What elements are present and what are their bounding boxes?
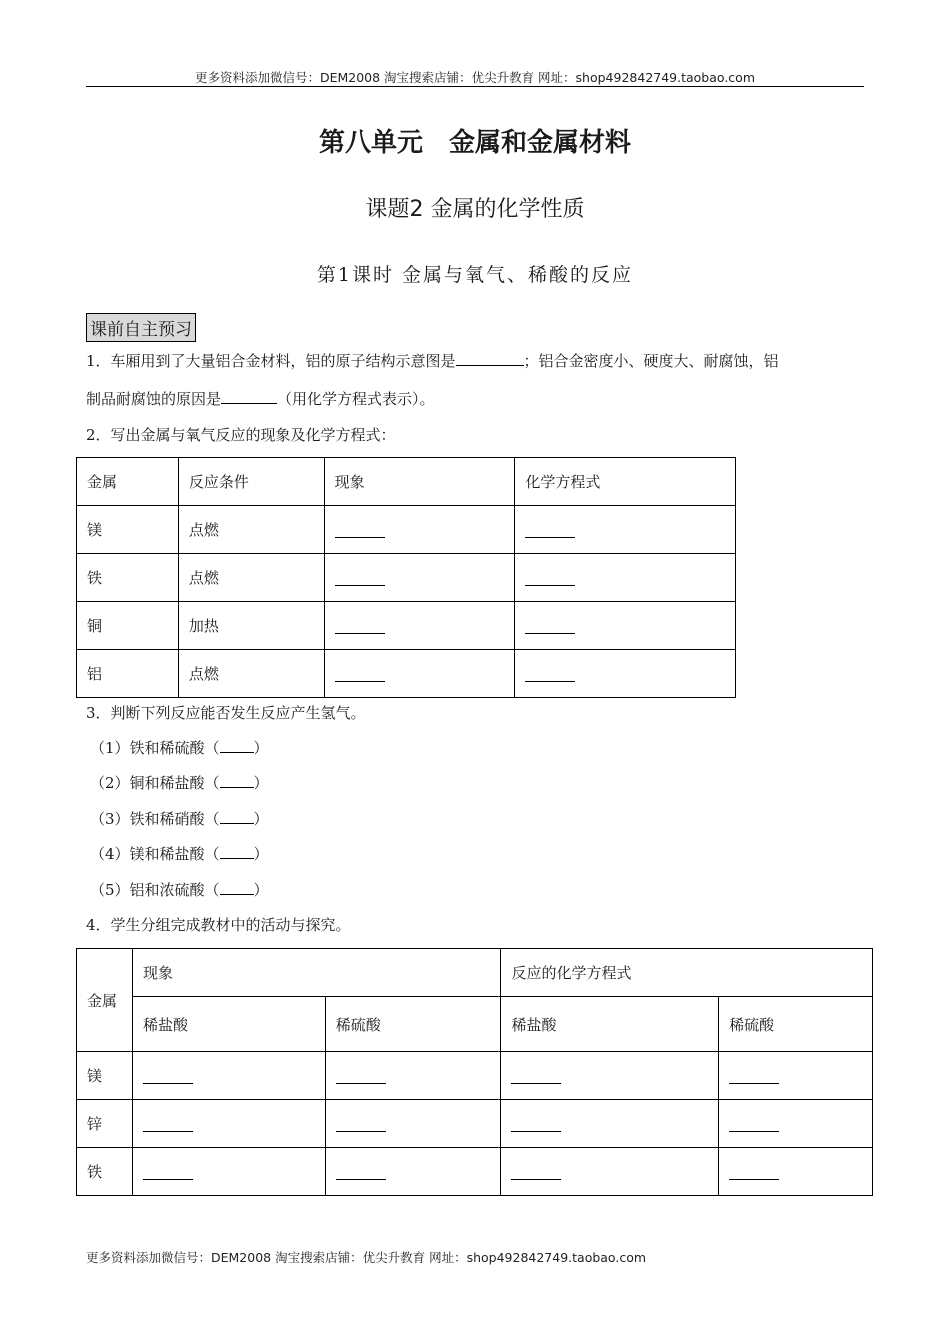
condition-cell: 点燃 — [178, 554, 324, 602]
answer-blank[interactable] — [511, 1069, 561, 1084]
answer-blank[interactable] — [525, 667, 575, 682]
answer-blank[interactable] — [335, 523, 385, 538]
answer-cell[interactable] — [325, 1100, 501, 1148]
metal-acid-table — [76, 948, 873, 1196]
q3-item — [90, 773, 269, 793]
metal-cell: 铜 — [77, 602, 179, 650]
table-row — [77, 1100, 873, 1148]
answer-blank[interactable] — [143, 1117, 193, 1132]
metal-cell: 铝 — [77, 650, 179, 698]
header-equation: 反应的化学方程式 — [501, 949, 873, 997]
metal-cell: 镁 — [77, 506, 179, 554]
metal-cell: 铁 — [77, 554, 179, 602]
page-footer: 更多资料添加微信号：DEM2008 淘宝搜索店铺：优尖升教育 网址：shop492842749.taobao.com — [86, 1250, 647, 1265]
question-3: 3．判断下列反应能否发生反应产生氢气。 — [86, 704, 366, 722]
header-phenomenon: 现象 — [324, 458, 515, 506]
header-condition: 反应条件 — [178, 458, 324, 506]
q3-item-label: （4）镁和稀盐酸（ — [90, 845, 220, 863]
q3-item — [90, 844, 269, 864]
q3-blank[interactable] — [220, 844, 254, 859]
equation-cell[interactable] — [515, 650, 736, 698]
answer-blank[interactable] — [336, 1117, 386, 1132]
table-row — [77, 554, 736, 602]
table-row — [77, 1148, 873, 1196]
q3-blank[interactable] — [220, 809, 254, 824]
q3-item-label: （2）铜和稀盐酸（ — [90, 774, 220, 792]
table-row — [77, 1052, 873, 1100]
phenomenon-cell[interactable] — [324, 602, 515, 650]
metal-oxygen-table — [76, 457, 736, 698]
answer-blank[interactable] — [143, 1069, 193, 1084]
answer-cell[interactable] — [719, 1100, 873, 1148]
answer-cell[interactable] — [501, 1052, 719, 1100]
answer-cell[interactable] — [501, 1100, 719, 1148]
q3-item-label: （5）铝和浓硫酸（ — [90, 881, 220, 899]
page-header: 更多资料添加微信号：DEM2008 淘宝搜索店铺：优尖升教育 网址：shop492842749.taobao.com — [194, 70, 756, 85]
q3-blank[interactable] — [220, 773, 254, 788]
answer-cell[interactable] — [132, 1052, 325, 1100]
metal-cell: 镁 — [77, 1052, 133, 1100]
header-phenomenon: 现象 — [132, 949, 501, 997]
metal-cell: 铁 — [77, 1148, 133, 1196]
metal-cell: 锌 — [77, 1100, 133, 1148]
answer-blank[interactable] — [729, 1069, 779, 1084]
unit-title: 第八单元 金属和金属材料 — [318, 128, 631, 158]
phenomenon-cell[interactable] — [324, 650, 515, 698]
answer-blank[interactable] — [335, 571, 385, 586]
answer-blank[interactable] — [525, 619, 575, 634]
section-tag: 课前自主预习 — [86, 313, 196, 342]
question-1-line-1 — [86, 351, 779, 371]
header-metal: 金属 — [77, 458, 179, 506]
answer-blank[interactable] — [335, 667, 385, 682]
condition-cell: 加热 — [178, 602, 324, 650]
question-4: 4．学生分组完成教材中的活动与探究。 — [86, 916, 351, 934]
answer-blank[interactable] — [336, 1165, 386, 1180]
answer-cell[interactable] — [325, 1148, 501, 1196]
q1-blank-2[interactable] — [221, 389, 277, 404]
answer-cell[interactable] — [132, 1100, 325, 1148]
table-subheader-row — [77, 997, 873, 1052]
answer-blank[interactable] — [335, 619, 385, 634]
q3-item-label: （3）铁和稀硝酸（ — [90, 810, 220, 828]
answer-blank[interactable] — [511, 1117, 561, 1132]
header-equation: 化学方程式 — [515, 458, 736, 506]
q3-item — [90, 880, 269, 900]
q1-text-a: 1．车厢用到了大量铝合金材料，铝的原子结构示意图是 — [86, 352, 456, 370]
q1-text-d: （用化学方程式表示）。 — [277, 390, 435, 408]
subheader-h2so4: 稀硫酸 — [719, 997, 873, 1052]
equation-cell[interactable] — [515, 602, 736, 650]
header-metal: 金属 — [77, 949, 133, 1052]
answer-blank[interactable] — [143, 1165, 193, 1180]
answer-blank[interactable] — [511, 1165, 561, 1180]
q3-item — [90, 738, 269, 758]
answer-cell[interactable] — [719, 1148, 873, 1196]
answer-blank[interactable] — [525, 523, 575, 538]
q3-item-end: ） — [253, 881, 269, 899]
topic-subtitle: 课题2 金属的化学性质 — [365, 197, 585, 222]
condition-cell: 点燃 — [178, 650, 324, 698]
answer-blank[interactable] — [729, 1165, 779, 1180]
table-header-row — [77, 949, 873, 997]
answer-cell[interactable] — [132, 1148, 325, 1196]
condition-cell: 点燃 — [178, 506, 324, 554]
lesson-title: 第1课时 金属与氧气、稀酸的反应 — [316, 264, 634, 286]
phenomenon-cell[interactable] — [324, 554, 515, 602]
subheader-hcl: 稀盐酸 — [501, 997, 719, 1052]
q3-item-end: ） — [253, 845, 269, 863]
subheader-hcl: 稀盐酸 — [132, 997, 325, 1052]
answer-blank[interactable] — [336, 1069, 386, 1084]
header-divider — [86, 86, 864, 87]
table-header-row — [77, 458, 736, 506]
phenomenon-cell[interactable] — [324, 506, 515, 554]
q1-text-b: ；铝合金密度小、硬度大、耐腐蚀，铝 — [523, 352, 779, 370]
table-row — [77, 650, 736, 698]
q1-blank-1[interactable] — [456, 351, 524, 366]
answer-cell[interactable] — [501, 1148, 719, 1196]
q3-item-end: ） — [253, 774, 269, 792]
q3-blank[interactable] — [220, 880, 254, 895]
table-row — [77, 506, 736, 554]
q1-text-c: 制品耐腐蚀的原因是 — [86, 390, 222, 408]
answer-blank[interactable] — [729, 1117, 779, 1132]
answer-blank[interactable] — [525, 571, 575, 586]
q3-blank[interactable] — [220, 738, 254, 753]
q3-item-end: ） — [253, 810, 269, 828]
equation-cell[interactable] — [515, 554, 736, 602]
q3-item-end: ） — [253, 739, 269, 757]
answer-cell[interactable] — [719, 1052, 873, 1100]
q3-item-label: （1）铁和稀硫酸（ — [90, 739, 220, 757]
table-row — [77, 602, 736, 650]
equation-cell[interactable] — [515, 506, 736, 554]
subheader-h2so4: 稀硫酸 — [325, 997, 501, 1052]
q3-item — [90, 809, 269, 829]
question-2: 2．写出金属与氧气反应的现象及化学方程式： — [86, 426, 396, 444]
answer-cell[interactable] — [325, 1052, 501, 1100]
question-1-line-2 — [86, 389, 435, 409]
